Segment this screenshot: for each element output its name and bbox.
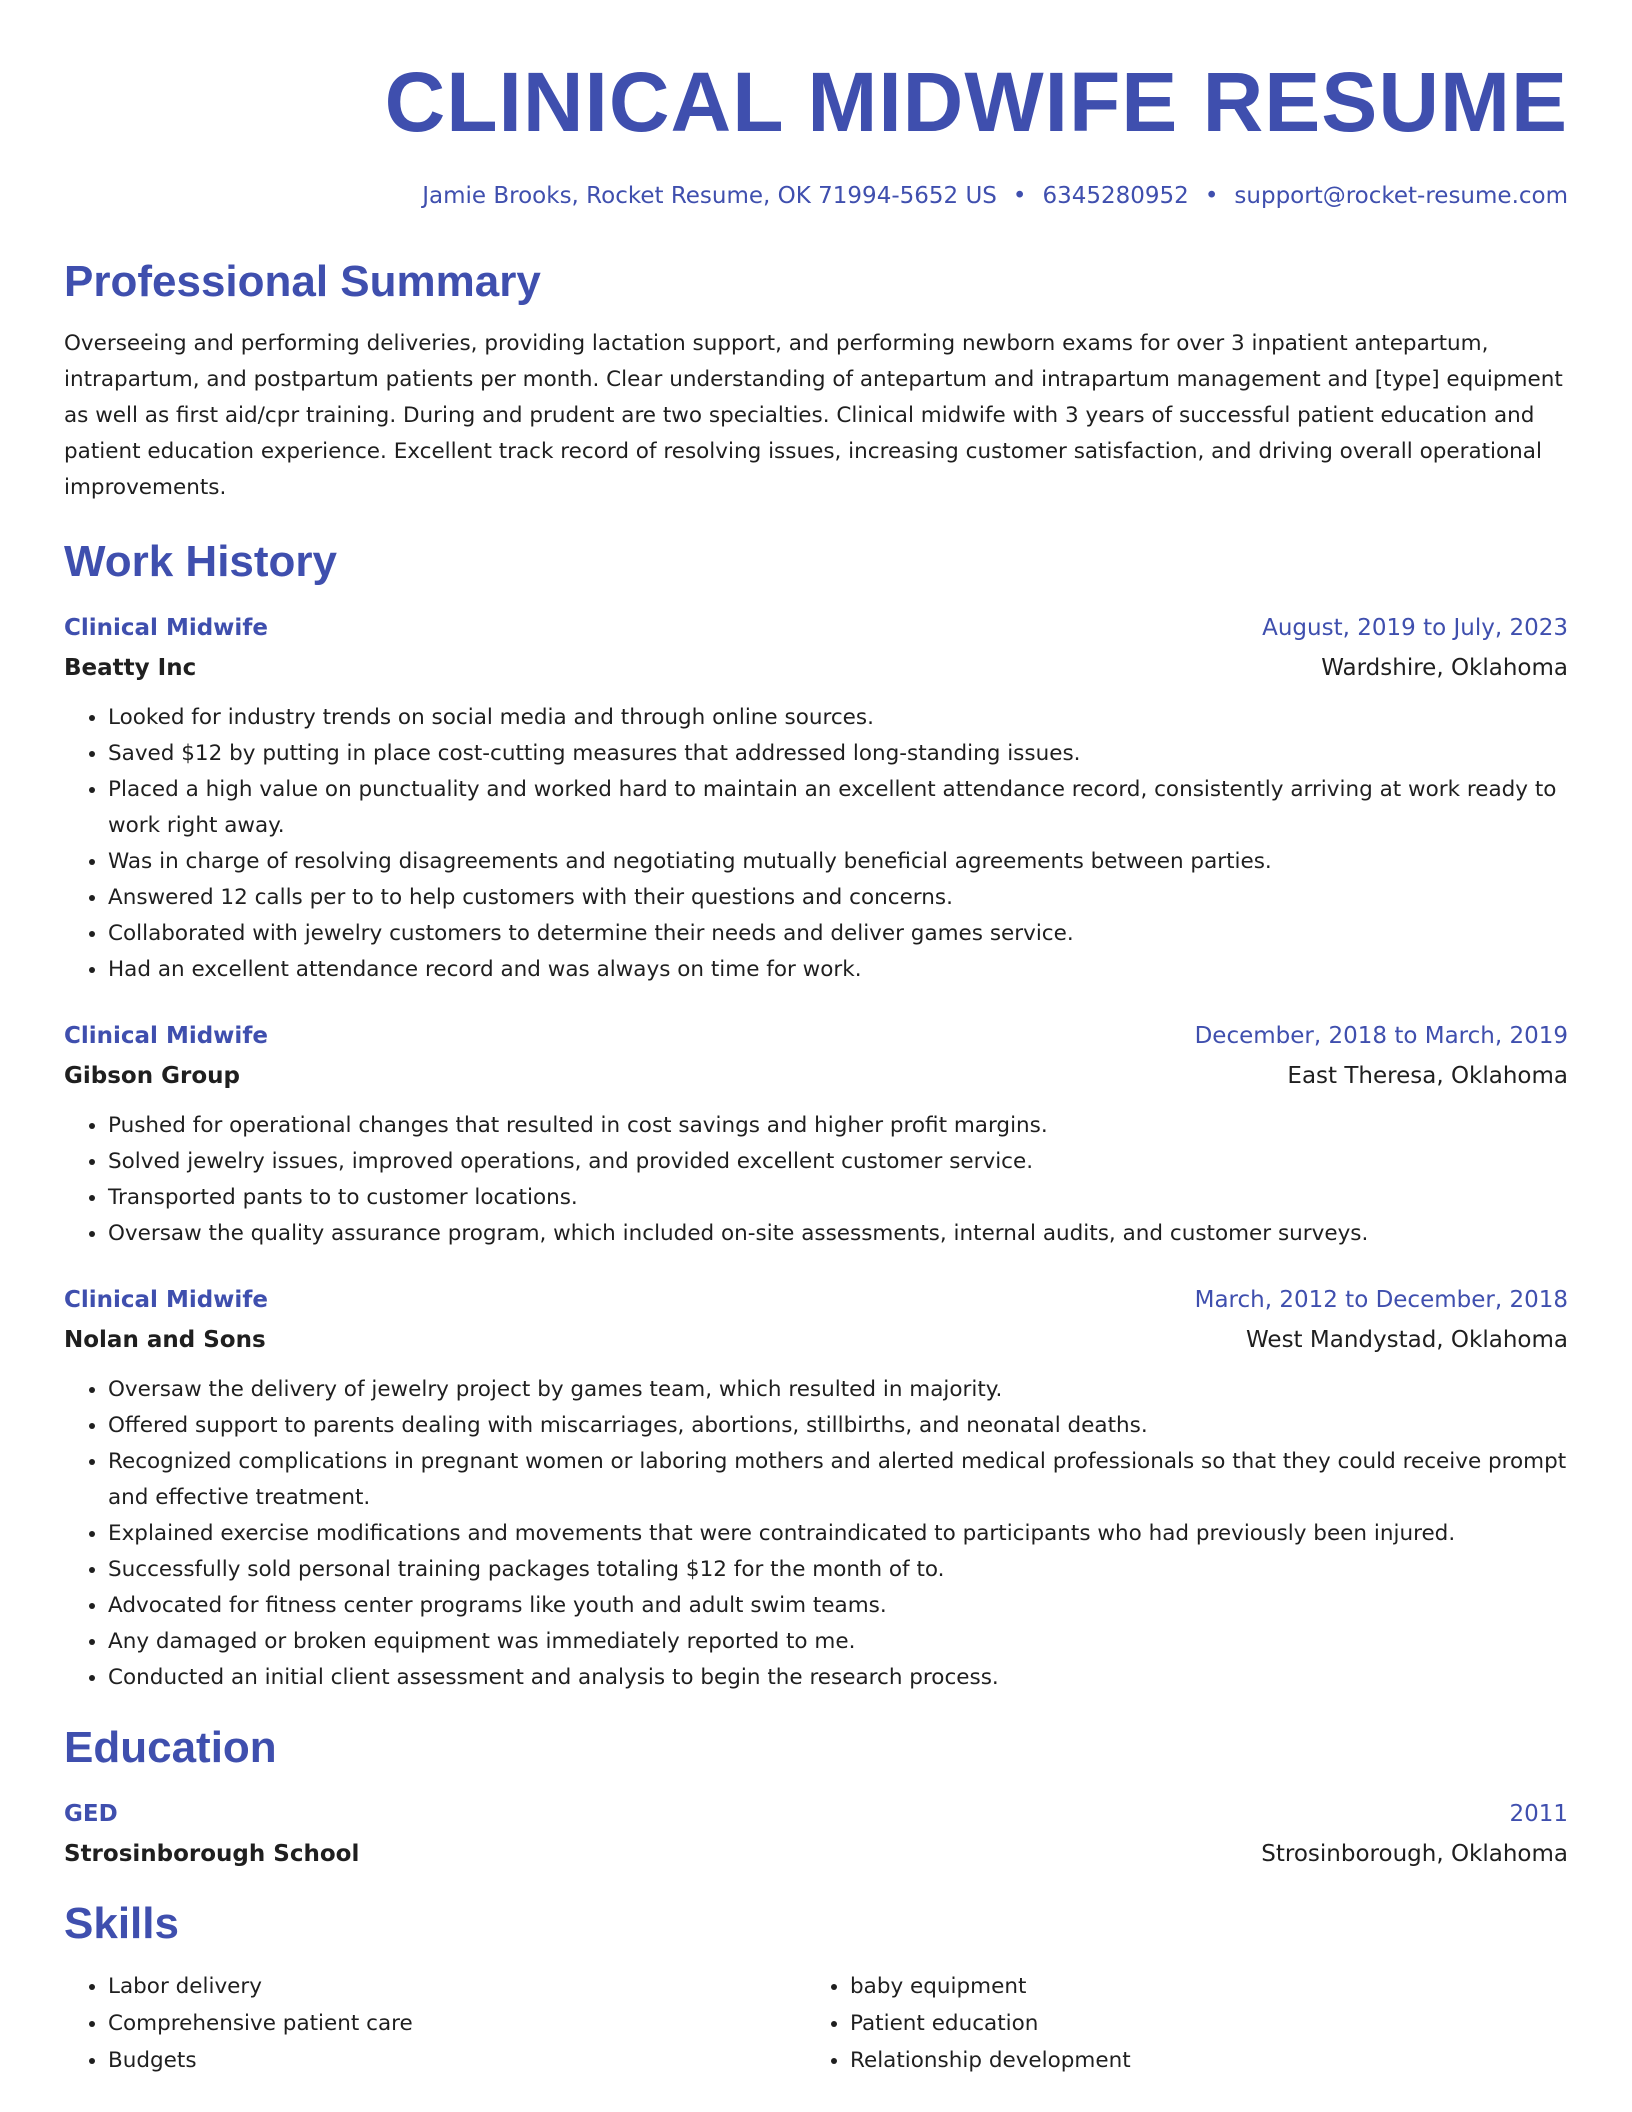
skill-item: • Budgets: [108, 2042, 806, 2079]
job-bullet: • Looked for industry trends on social media and through online sources.: [108, 700, 1568, 736]
job-bullet: • Successfully sold personal training packages totaling $12 for the month of to.: [108, 1552, 1568, 1588]
contact-address: Jamie Brooks, Rocket Resume, OK 71994-5652 US: [422, 183, 997, 209]
job-entry: [64, 1016, 1568, 1252]
skill-item: • Patient education: [850, 2005, 1548, 2042]
job-company: Beatty Inc: [64, 655, 197, 681]
skills-column-left: [64, 1968, 806, 2079]
job-dates: March, 2012 to December, 2018: [1194, 1287, 1568, 1313]
education-heading: Education: [64, 1723, 277, 1772]
education-degree: GED: [64, 1801, 118, 1827]
job-bullets: [64, 1372, 1568, 1696]
job-bullet: • Had an excellent attendance record and was always on time for work.: [108, 952, 1568, 988]
job-bullet: • Recognized complications in pregnant women or laboring mothers and alerted medical professionals so that they could receive prompt and effective treatment.: [108, 1444, 1568, 1516]
work-history-heading: Work History: [64, 537, 338, 586]
resume-title: CLINICAL MIDWIFE RESUME: [384, 55, 1568, 149]
education-school: Strosinborough School: [64, 1841, 360, 1867]
job-title: Clinical Midwife: [64, 615, 268, 641]
job-bullet: • Pushed for operational changes that resulted in cost savings and higher profit margins.: [108, 1108, 1568, 1144]
job-location: East Theresa, Oklahoma: [1287, 1063, 1568, 1089]
job-bullet: • Collaborated with jewelry customers to determine their needs and deliver games service.: [108, 916, 1568, 952]
job-bullet: • Any damaged or broken equipment was immediately reported to me.: [108, 1624, 1568, 1660]
skill-item: • Labor delivery: [108, 1968, 806, 2005]
skills-column-right: [806, 1968, 1548, 2079]
skill-item: • Comprehensive patient care: [108, 2005, 806, 2042]
job-bullet: • Offered support to parents dealing with miscarriages, abortions, stillbirths, and neonatal deaths.: [108, 1408, 1568, 1444]
job-entry: [64, 608, 1568, 988]
summary-heading: Professional Summary: [64, 257, 541, 306]
contact-phone: 6345280952: [1042, 183, 1189, 209]
job-bullet: • Explained exercise modifications and movements that were contraindicated to participants who had previously been injured.: [108, 1516, 1568, 1552]
skills-heading: Skills: [64, 1899, 179, 1948]
job-bullet: • Saved $12 by putting in place cost-cutting measures that addressed long-standing issues.: [108, 736, 1568, 772]
job-location: West Mandystad, Oklahoma: [1246, 1327, 1568, 1353]
job-dates: December, 2018 to March, 2019: [1194, 1023, 1568, 1049]
resume-page: [64, 0, 1568, 2079]
contact-separator: •: [1204, 183, 1219, 209]
education-year: 2011: [1509, 1801, 1568, 1827]
job-bullet: • Conducted an initial client assessment and analysis to begin the research process.: [108, 1660, 1568, 1696]
education-location: Strosinborough, Oklahoma: [1261, 1841, 1568, 1867]
job-bullet: • Transported pants to to customer locations.: [108, 1180, 1568, 1216]
job-entry: [64, 1280, 1568, 1696]
job-location: Wardshire, Oklahoma: [1321, 655, 1568, 681]
job-bullet: • Answered 12 calls per to to help customers with their questions and concerns.: [108, 880, 1568, 916]
job-bullet: • Advocated for fitness center programs like youth and adult swim teams.: [108, 1588, 1568, 1624]
job-dates: August, 2019 to July, 2023: [1262, 615, 1568, 641]
job-company: Gibson Group: [64, 1063, 240, 1089]
contact-email: support@rocket-resume.com: [1234, 183, 1568, 209]
job-bullet: • Oversaw the delivery of jewelry project by games team, which resulted in majority.: [108, 1372, 1568, 1408]
job-company: Nolan and Sons: [64, 1327, 266, 1353]
job-bullets: [64, 700, 1568, 988]
skills-list: [64, 1968, 1568, 2079]
summary-text: Overseeing and performing deliveries, providing lactation support, and performing newborn exams for over 3 inpatient antepartum, intrapartum, and postpartum patients per month. Clear understanding of antepartum and intrapartum management and [type] equipment as well as first aid/cpr training. During and prudent are two specialties. Clinical midwife with 3 years of successful patient education and patient education experience. Excellent track record of resolving issues, increasing customer satisfaction, and driving overall operational improvements.: [64, 331, 1563, 500]
job-title: Clinical Midwife: [64, 1023, 268, 1049]
education-entry: [64, 1794, 1568, 1874]
skill-item: • Relationship development: [850, 2042, 1548, 2079]
job-title: Clinical Midwife: [64, 1287, 268, 1313]
skill-item: • baby equipment: [850, 1968, 1548, 2005]
contact-line: [64, 180, 1568, 212]
job-bullets: [64, 1108, 1568, 1252]
job-bullet: • Was in charge of resolving disagreements and negotiating mutually beneficial agreements between parties.: [108, 844, 1568, 880]
job-bullet: • Placed a high value on punctuality and worked hard to maintain an excellent attendance record, consistently arriving at work ready to work right away.: [108, 772, 1568, 844]
contact-separator: •: [1012, 183, 1027, 209]
job-bullet: • Solved jewelry issues, improved operations, and provided excellent customer service.: [108, 1144, 1568, 1180]
job-bullet: • Oversaw the quality assurance program, which included on-site assessments, internal audits, and customer surveys.: [108, 1216, 1568, 1252]
